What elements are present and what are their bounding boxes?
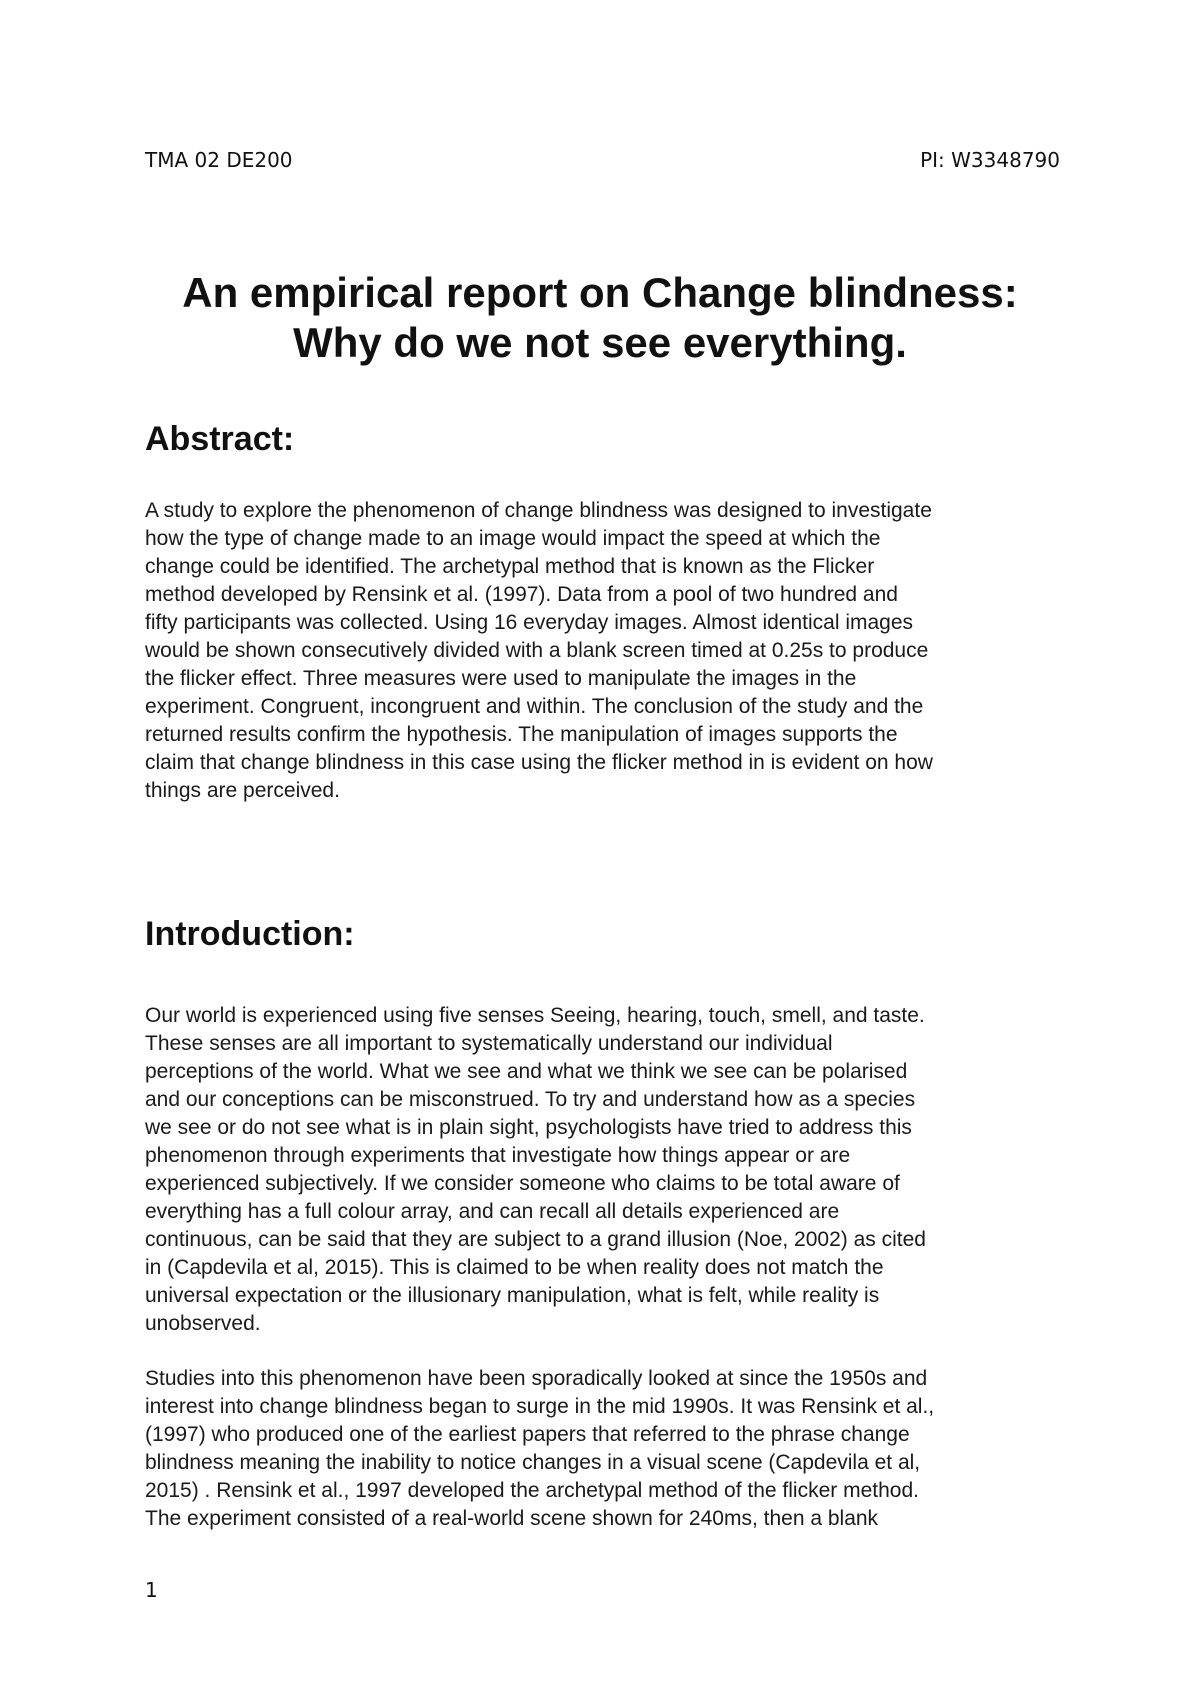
text-line: the flicker effect. Three measures were used to manipulate the images in the [145,667,857,690]
text-line: and our conceptions can be misconstrued. To try and understand how as a species [145,1088,916,1111]
text-line: experienced subjectively. If we consider someone who claims to be total aware of [145,1172,900,1195]
introduction-heading: Introduction: [145,915,355,953]
text-line: experiment. Congruent, incongruent and within. The conclusion of the study and the [145,695,924,718]
text-line: returned results confirm the hypothesis. The manipulation of images supports the [145,723,898,746]
text-line: we see or do not see what is in plain sight, psychologists have tried to address this [145,1116,912,1139]
text-line: things are perceived. [145,779,340,802]
text-line: claim that change blindness in this case using the flicker method in is evident on how [145,751,933,774]
text-line: (1997) who produced one of the earliest papers that referred to the phrase change [145,1423,910,1446]
text-line: Our world is experienced using five senses Seeing, hearing, touch, smell, and taste. [145,1004,925,1027]
text-line: A study to explore the phenomenon of change blindness was designed to investigate [145,499,932,522]
text-line: blindness meaning the inability to notice changes in a visual scene (Capdevila et al, [145,1451,921,1474]
text-line: Studies into this phenomenon have been sporadically looked at since the 1950s and [145,1367,928,1390]
student-id: PI: W3348790 [920,148,1060,172]
title-line-1: An empirical report on Change blindness: [182,269,1018,316]
text-line: in (Capdevila et al, 2015). This is claimed to be when reality does not match the [145,1256,884,1279]
abstract-paragraph [145,497,1070,805]
introduction-paragraph-2 [145,1365,1070,1533]
text-line: fifty participants was collected. Using 16 everyday images. Almost identical images [145,611,914,634]
text-line: unobserved. [145,1312,261,1335]
text-line: universal expectation or the illusionary manipulation, what is felt, while reality is [145,1284,880,1307]
document-title [100,268,1100,368]
introduction-paragraph-1 [145,1002,1070,1338]
course-code: TMA 02 DE200 [145,148,293,172]
text-line: method developed by Rensink et al. (1997). Data from a pool of two hundred and [145,583,898,606]
abstract-heading: Abstract: [145,420,295,458]
text-line: everything has a full colour array, and can recall all details experienced are [145,1200,840,1223]
title-line-2: Why do we not see everything. [293,319,907,366]
text-line: The experiment consisted of a real-world scene shown for 240ms, then a blank [145,1507,879,1530]
text-line: These senses are all important to systematically understand our individual [145,1032,833,1055]
page-number: 1 [145,1578,158,1602]
page-header [145,148,1060,178]
text-line: how the type of change made to an image would impact the speed at which the [145,527,881,550]
text-line: phenomenon through experiments that investigate how things appear or are [145,1144,851,1167]
text-line: would be shown consecutively divided with a blank screen timed at 0.25s to produce [145,639,929,662]
text-line: continuous, can be said that they are subject to a grand illusion (Noe, 2002) as cited [145,1228,926,1251]
text-line: perceptions of the world. What we see and what we think we see can be polarised [145,1060,908,1083]
text-line: interest into change blindness began to surge in the mid 1990s. It was Rensink et al., [145,1395,935,1418]
text-line: change could be identified. The archetypal method that is known as the Flicker [145,555,875,578]
text-line: 2015) . Rensink et al., 1997 developed the archetypal method of the flicker method. [145,1479,919,1502]
